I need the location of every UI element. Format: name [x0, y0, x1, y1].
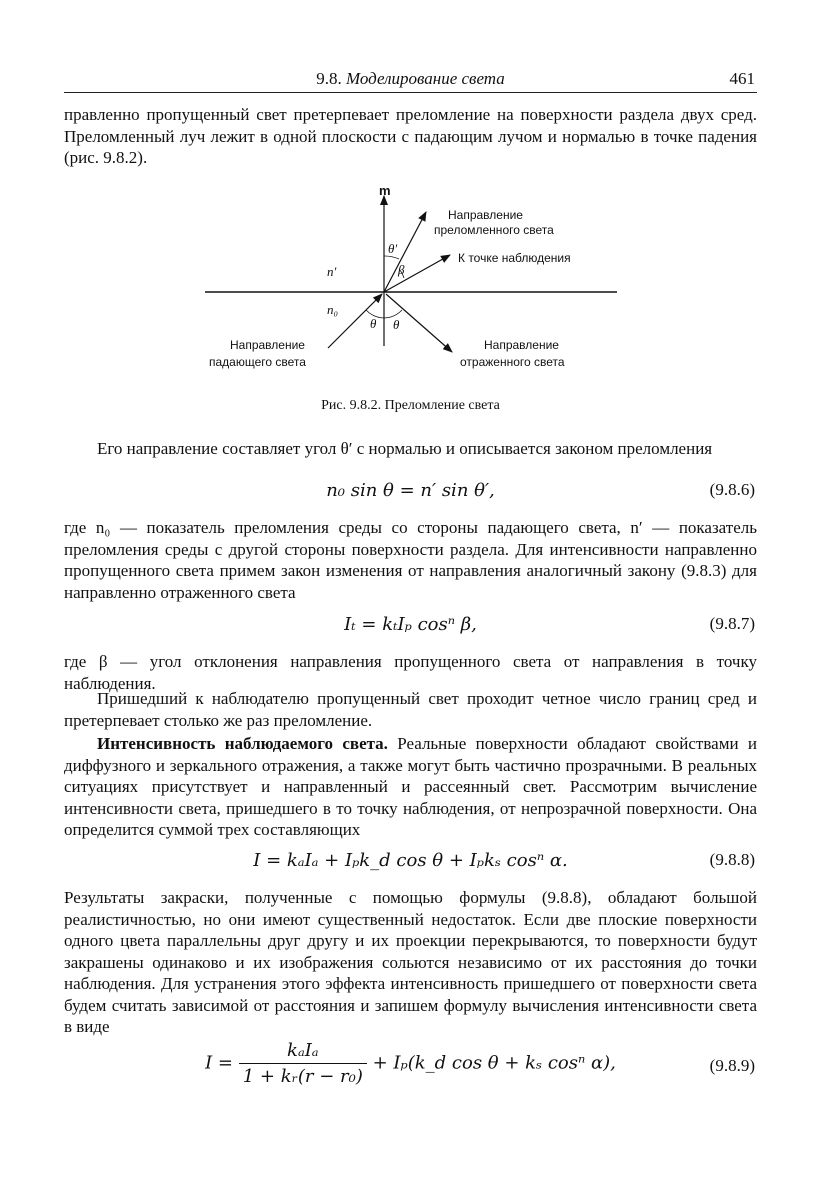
- paragraph-6-heading: Интенсивность наблюдаемого света.: [97, 734, 388, 753]
- paragraph-6: [64, 733, 757, 841]
- axis-m-label: m: [379, 186, 391, 198]
- paragraph-5: Пришедший к наблюдателю пропущенный свет проходит четное число границ сред и претерпевает столько же раз преломление.: [64, 689, 757, 730]
- reflected-label-line1: Направление: [484, 338, 559, 352]
- paragraph-1: правленно пропущенный свет претерпевает преломление на поверхности раздела двух сред. Преломленный луч лежит в одной плоскости с падающим лучом и нормалью в точке падения (рис. 9.8.2).: [64, 105, 757, 167]
- formula-9-8-9-numerator: kₐIₐ: [239, 1040, 367, 1064]
- refraction-figure: [200, 186, 620, 386]
- header-title: [64, 69, 757, 89]
- theta-right-label: θ: [393, 317, 400, 332]
- theta-prime-label: θ′: [388, 241, 398, 256]
- paragraph-3: где n₀ — показатель преломления среды со стороны падающего света, n′ — показатель преломления среды с другой стороны поверхности раздела. Для интенсивности направленно пропущенного света примем закон изменения от направления аналогичный закону (9.8.3) для направленно отраженного света: [64, 518, 757, 602]
- theta-prime-arc: [384, 256, 399, 259]
- formula-9-8-6-text: n₀ sin θ = n′ sin θ′,: [326, 480, 495, 501]
- n-prime-label: n′: [327, 264, 337, 279]
- refracted-label-line1: Направление: [448, 208, 523, 222]
- paragraph-7: Результаты закраски, полученные с помощью формулы (9.8.8), обладают большой реалистичностью, но они имеют существенный недостаток. Если две плоские поверхности одного цвета параллельны друг другу и их проекции перекрываются, то поверхности будут закрашены одинаково и их изображения сольются независимо от их расстояния до точки наблюдения. Для устранения этого эффекта интенсивность пришедшего от поверхности света будем считать зависимой от расстояния и запишем формулу вычисления интенсивности света в виде: [64, 888, 757, 1036]
- paragraph-4: где β — угол отклонения направления пропущенного света от направления в точку наблюдения.: [64, 652, 757, 693]
- n-zero-label: n₀: [327, 302, 339, 317]
- section-title: Моделирование света: [345, 69, 505, 88]
- section-number: 9.8.: [316, 69, 342, 88]
- formula-9-8-7-number: (9.8.7): [709, 614, 755, 633]
- incident-label-line2: падающего света: [209, 355, 306, 369]
- refracted-label-line2: преломленного света: [434, 223, 554, 237]
- paragraph-6-body: Реальные поверхности обладают свойствами и диффузного и зеркального отражения, а также могут быть частично прозрачными. В реальных ситуациях присутствует и направленный и рассеянный свет. Рассмотрим вычисление интенсивности света, пришедшего в то точку наблюдения, от непрозрачной поверхности. Она определится суммой трех составляющих: [64, 734, 758, 839]
- formula-9-8-9-number: (9.8.9): [709, 1056, 755, 1075]
- observer-label: К точке наблюдения: [458, 251, 571, 265]
- formula-9-8-7-text: Iₜ = kₜIₚ cosⁿ β,: [344, 614, 477, 635]
- formula-9-8-9-denominator: 1 + kᵣ(r − r₀): [242, 1066, 363, 1087]
- formula-9-8-6: [64, 480, 757, 506]
- formula-9-8-7: [64, 614, 757, 640]
- formula-9-8-9-fraction: [239, 1040, 367, 1087]
- formula-9-8-9: [64, 1040, 757, 1096]
- incident-label-line1: Направление: [230, 338, 305, 352]
- formula-9-8-6-number: (9.8.6): [709, 480, 755, 499]
- running-header: [64, 64, 757, 93]
- figure-caption: Рис. 9.8.2. Преломление света: [321, 398, 500, 413]
- formula-9-8-8: [64, 850, 757, 876]
- theta-left-label: θ: [370, 316, 377, 331]
- beta-label: β: [398, 262, 405, 277]
- reflected-label-line2: отраженного света: [460, 355, 565, 369]
- formula-9-8-8-text: I = kₐIₐ + Iₚk_d cos θ + Iₚkₛ cosⁿ α.: [253, 850, 568, 871]
- formula-9-8-9-lhs: I =: [205, 1052, 233, 1074]
- page-number: 461: [729, 69, 755, 88]
- paragraph-2: Его направление составляет угол θ′ с нормалью и описывается законом преломления: [97, 439, 713, 458]
- formula-9-8-9-text: [64, 1040, 757, 1087]
- formula-9-8-8-number: (9.8.8): [709, 850, 755, 869]
- formula-9-8-9-rest: + Iₚ(k_d cos θ + kₛ cosⁿ α),: [372, 1052, 616, 1074]
